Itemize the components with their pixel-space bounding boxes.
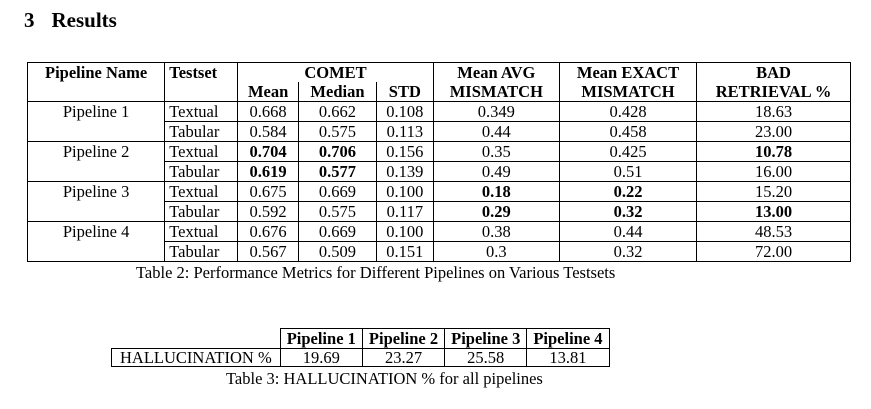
avg-mismatch-cell: 0.18 (433, 182, 559, 202)
std-cell: 0.100 (376, 222, 433, 242)
header-mean: Mean (238, 82, 299, 102)
hallucination-value-pipeline-1: 19.69 (280, 349, 362, 367)
header-pipeline-2: Pipeline 2 (362, 329, 444, 349)
header-mismatch-avg: MISMATCH (433, 82, 559, 102)
pipeline-name-cell: Pipeline 1 (28, 102, 165, 122)
header-bad: BAD (697, 63, 851, 83)
avg-mismatch-cell: 0.349 (433, 102, 559, 122)
bad-retrieval-cell: 48.53 (697, 222, 851, 242)
testset-cell: Tabular (165, 162, 238, 182)
hallucination-value-pipeline-4: 13.81 (527, 349, 609, 367)
exact-mismatch-cell: 0.428 (559, 102, 696, 122)
hallucination-value-row (112, 349, 610, 367)
header-pipeline-3: Pipeline 3 (445, 329, 527, 349)
header-pipeline-name: Pipeline Name (28, 63, 165, 102)
bad-retrieval-cell: 18.63 (697, 102, 851, 122)
bad-retrieval-cell: 13.00 (697, 202, 851, 222)
pipeline-name-cell: Pipeline 2 (28, 142, 165, 162)
header-testset: Testset (165, 63, 238, 102)
mean-cell: 0.584 (238, 122, 299, 142)
header-std: STD (376, 82, 433, 102)
median-cell: 0.575 (299, 202, 377, 222)
std-cell: 0.113 (376, 122, 433, 142)
hallucination-row-label: HALLUCINATION % (112, 349, 281, 367)
avg-mismatch-cell: 0.49 (433, 162, 559, 182)
testset-cell: Tabular (165, 242, 238, 262)
bad-retrieval-cell: 16.00 (697, 162, 851, 182)
exact-mismatch-cell: 0.425 (559, 142, 696, 162)
hallucination-value-pipeline-2: 23.27 (362, 349, 444, 367)
mean-cell: 0.676 (238, 222, 299, 242)
header-comet: COMET (238, 63, 434, 83)
hallucination-header-row (112, 329, 610, 349)
header-pipeline-4: Pipeline 4 (527, 329, 609, 349)
table-row (28, 102, 851, 122)
bad-retrieval-cell: 15.20 (697, 182, 851, 202)
std-cell: 0.139 (376, 162, 433, 182)
median-cell: 0.669 (299, 182, 377, 202)
pipeline-name-cell (28, 202, 165, 222)
exact-mismatch-cell: 0.458 (559, 122, 696, 142)
section-heading (24, 8, 117, 33)
median-cell: 0.706 (299, 142, 377, 162)
header-mean-avg: Mean AVG (433, 63, 559, 83)
median-cell: 0.669 (299, 222, 377, 242)
median-cell: 0.509 (299, 242, 377, 262)
bad-retrieval-cell: 10.78 (697, 142, 851, 162)
testset-cell: Tabular (165, 202, 238, 222)
exact-mismatch-cell: 0.32 (559, 202, 696, 222)
section-title: Results (51, 8, 117, 32)
avg-mismatch-cell: 0.38 (433, 222, 559, 242)
pipeline-name-cell (28, 242, 165, 262)
table-row (28, 142, 851, 162)
std-cell: 0.156 (376, 142, 433, 162)
header-retrieval: RETRIEVAL % (697, 82, 851, 102)
pipeline-name-cell: Pipeline 4 (28, 222, 165, 242)
testset-cell: Textual (165, 222, 238, 242)
median-cell: 0.575 (299, 122, 377, 142)
bad-retrieval-cell: 23.00 (697, 122, 851, 142)
section-number: 3 (24, 8, 35, 32)
std-cell: 0.117 (376, 202, 433, 222)
performance-metrics-table (27, 62, 851, 262)
exact-mismatch-cell: 0.51 (559, 162, 696, 182)
exact-mismatch-cell: 0.22 (559, 182, 696, 202)
hallucination-value-pipeline-3: 25.58 (445, 349, 527, 367)
exact-mismatch-cell: 0.44 (559, 222, 696, 242)
mean-cell: 0.704 (238, 142, 299, 162)
exact-mismatch-cell: 0.32 (559, 242, 696, 262)
table3-caption: Table 3: HALLUCINATION % for all pipelines (226, 369, 543, 388)
testset-cell: Tabular (165, 122, 238, 142)
mean-cell: 0.668 (238, 102, 299, 122)
table-header-row (28, 63, 851, 83)
pipeline-name-cell (28, 162, 165, 182)
hallucination-table (111, 328, 610, 367)
pipeline-name-cell (28, 122, 165, 142)
header-mean-exact: Mean EXACT (559, 63, 696, 83)
avg-mismatch-cell: 0.35 (433, 142, 559, 162)
mean-cell: 0.592 (238, 202, 299, 222)
avg-mismatch-cell: 0.44 (433, 122, 559, 142)
testset-cell: Textual (165, 102, 238, 122)
avg-mismatch-cell: 0.29 (433, 202, 559, 222)
table-row (28, 182, 851, 202)
mean-cell: 0.675 (238, 182, 299, 202)
table-row (28, 222, 851, 242)
std-cell: 0.108 (376, 102, 433, 122)
table-row (28, 202, 851, 222)
avg-mismatch-cell: 0.3 (433, 242, 559, 262)
testset-cell: Textual (165, 182, 238, 202)
table-row (28, 242, 851, 262)
testset-cell: Textual (165, 142, 238, 162)
std-cell: 0.100 (376, 182, 433, 202)
header-pipeline-1: Pipeline 1 (280, 329, 362, 349)
table-row (28, 162, 851, 182)
pipeline-name-cell: Pipeline 3 (28, 182, 165, 202)
median-cell: 0.662 (299, 102, 377, 122)
header-mismatch-exact: MISMATCH (559, 82, 696, 102)
mean-cell: 0.619 (238, 162, 299, 182)
bad-retrieval-cell: 72.00 (697, 242, 851, 262)
table2-caption: Table 2: Performance Metrics for Different Pipelines on Various Testsets (136, 263, 616, 282)
std-cell: 0.151 (376, 242, 433, 262)
mean-cell: 0.567 (238, 242, 299, 262)
header-median: Median (299, 82, 377, 102)
median-cell: 0.577 (299, 162, 377, 182)
table-row (28, 122, 851, 142)
empty-corner-cell (112, 329, 281, 349)
